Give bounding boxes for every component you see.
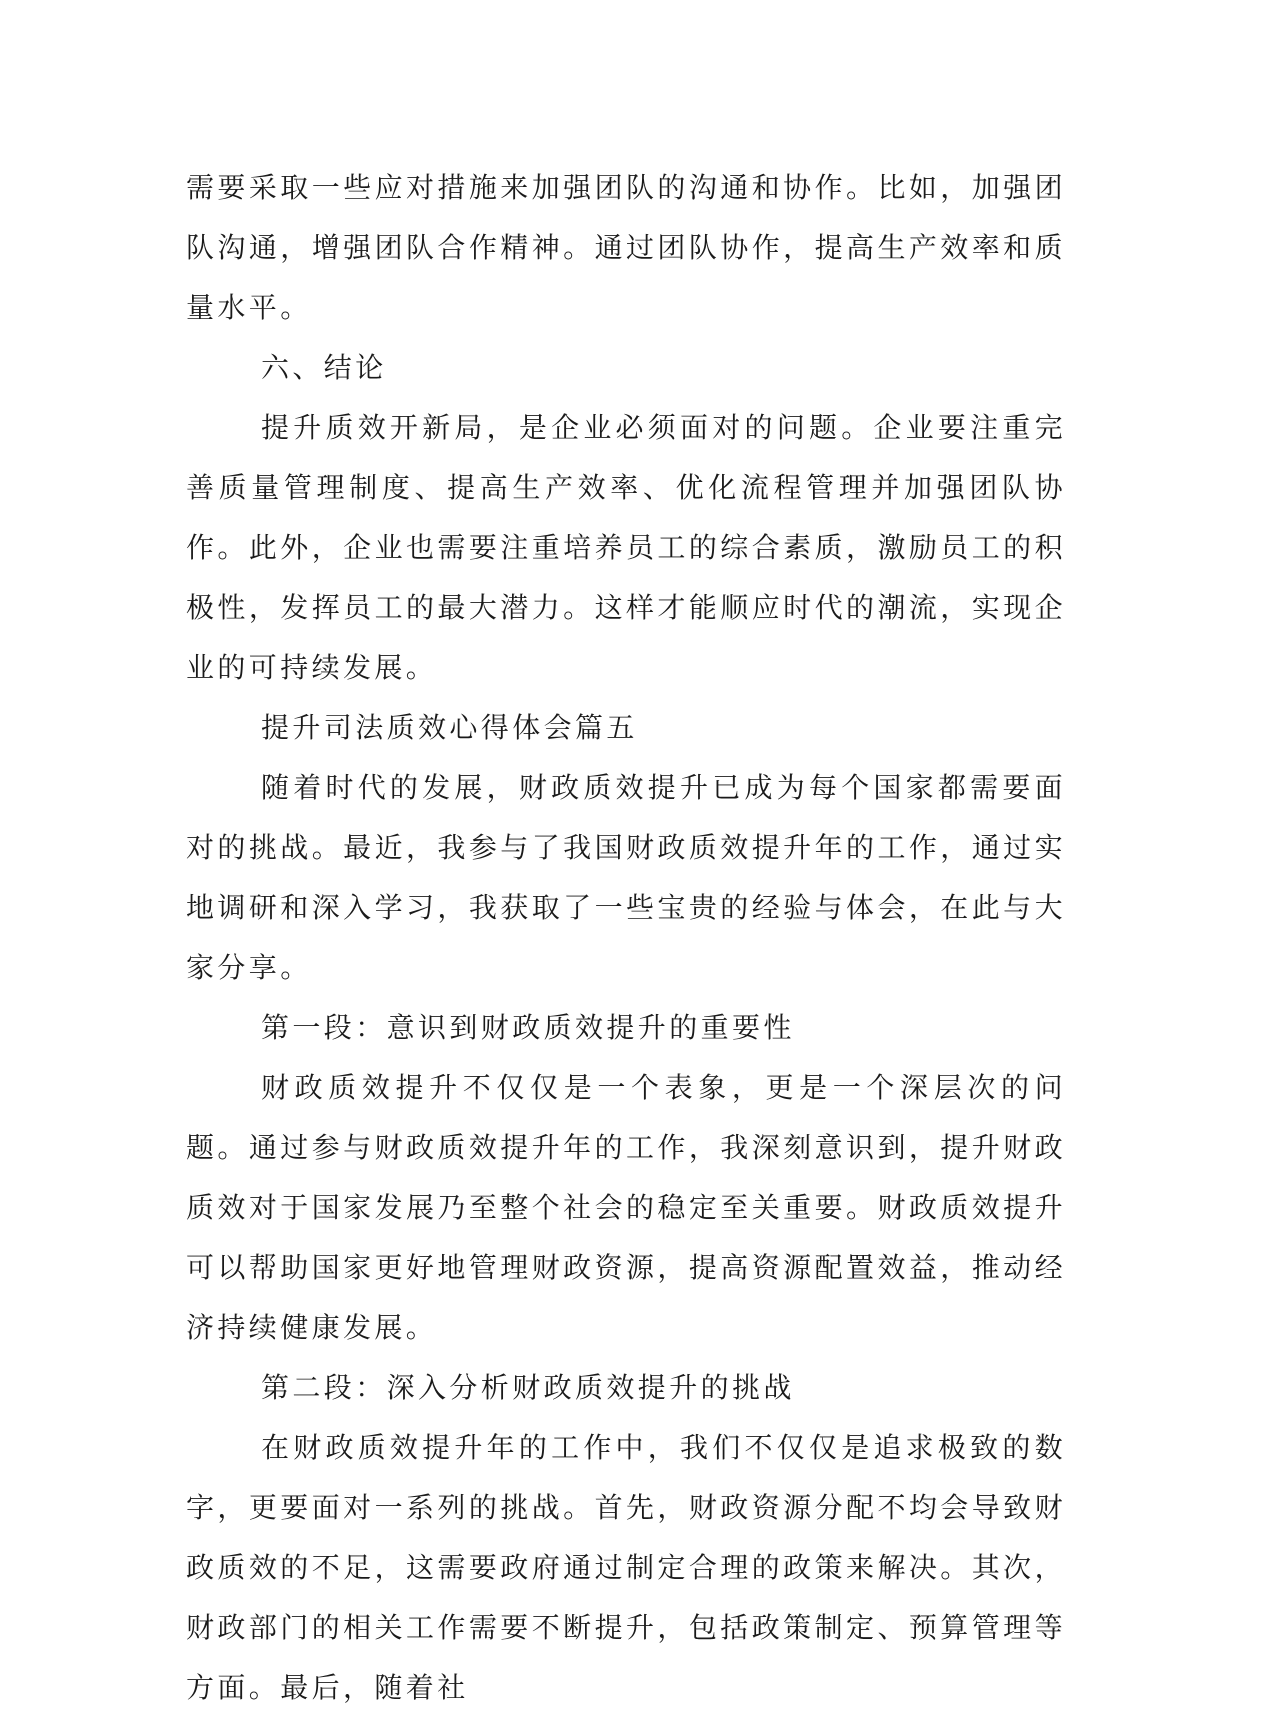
- paragraph-conclusion: 提升质效开新局，是企业必须面对的问题。企业要注重完善质量管理制度、提高生产效率、优化流程管理并加强团队协作。此外，企业也需要注重培养员工的综合素质，激励员工的积极性，发挥员工的最大潜力。这样才能顺应时代的潮流，实现企业的可持续发展。: [186, 411, 1066, 684]
- paragraph-second: 在财政质效提升年的工作中，我们不仅仅是追求极致的数字，更要面对一系列的挑战。首先，财政资源分配不均会导致财政质效的不足，这需要政府通过制定合理的政策来解决。其次，财政部门的相关工作需要不断提升，包括政策制定、预算管理等方面。最后，随着社: [186, 1431, 1066, 1704]
- section-heading-conclusion: 六、结论: [261, 351, 387, 384]
- paragraph-continuation: 需要采取一些应对措施来加强团队的沟通和协作。比如，加强团队沟通，增强团队合作精神。通过团队协作，提高生产效率和质量水平。: [186, 171, 1066, 324]
- section-heading-second: 第二段：深入分析财政质效提升的挑战: [261, 1371, 795, 1404]
- document-body: [186, 158, 1066, 1718]
- paragraph-intro: 随着时代的发展，财政质效提升已成为每个国家都需要面对的挑战。最近，我参与了我国财政质效提升年的工作，通过实地调研和深入学习，我获取了一些宝贵的经验与体会，在此与大家分享。: [186, 771, 1066, 984]
- article-title-part-five: 提升司法质效心得体会篇五: [261, 711, 638, 744]
- paragraph-first: 财政质效提升不仅仅是一个表象，更是一个深层次的问题。通过参与财政质效提升年的工作，我深刻意识到，提升财政质效对于国家发展乃至整个社会的稳定至关重要。财政质效提升可以帮助国家更好地管理财政资源，提高资源配置效益，推动经济持续健康发展。: [186, 1071, 1066, 1344]
- section-heading-first: 第一段：意识到财政质效提升的重要性: [261, 1011, 795, 1044]
